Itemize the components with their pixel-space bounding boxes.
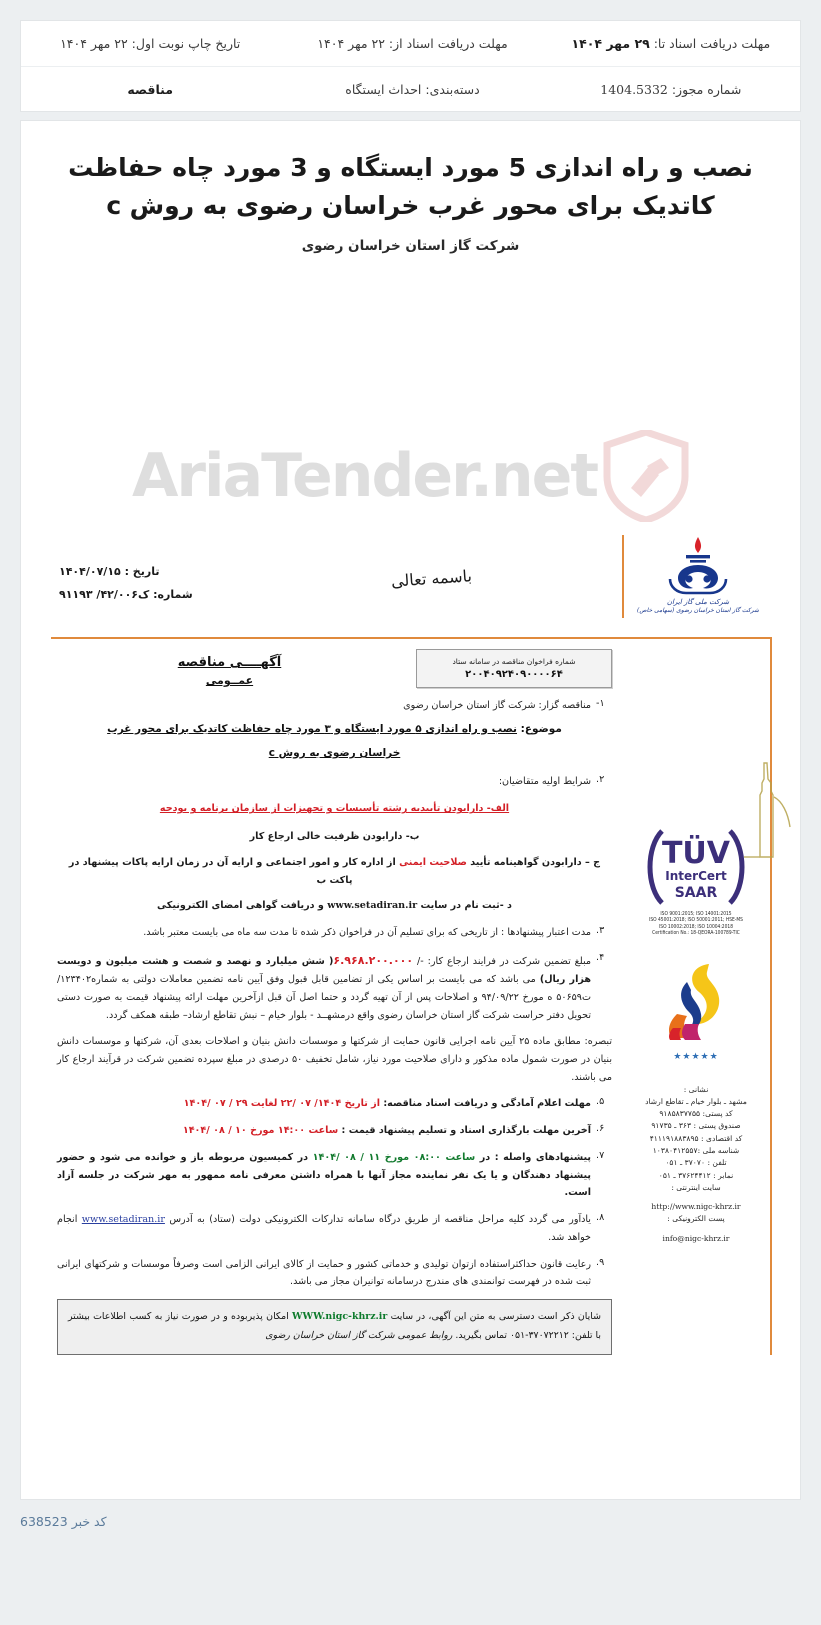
meta-publish-date-value: ۲۲ مهر ۱۴۰۴	[60, 36, 128, 51]
list-item-5-text	[57, 1095, 591, 1113]
list-item-1-number: ۱-	[596, 698, 605, 709]
nigc-flame-logo-icon	[660, 535, 736, 597]
list-item-5	[57, 1095, 612, 1113]
tender-meta-card	[20, 20, 801, 112]
watermark-text: AriaTender.net	[132, 441, 598, 511]
guarantee-pre: مبلغ تضمین شرکت در فرایند ارجاع کار: -/	[413, 955, 591, 967]
list-item-4-text	[57, 951, 591, 1025]
letter-number-label: شماره:	[149, 588, 193, 601]
condition-b: ب- دارابودن ظرفیت خالی ارجاع کار	[249, 831, 420, 843]
list-item-3-text: مدت اعتبار پیشنهادها : از تاریخی که برای تسلیم آن در فراخوان ذکر شده تا مدت سه ماه می بایست معتبر باشد.	[143, 926, 591, 938]
sidebar-column	[622, 639, 772, 1355]
notice-site-link[interactable]: WWW.nigc-khrz.ir	[292, 1311, 388, 1323]
tuv-logo-icon	[642, 825, 750, 909]
list-item-8	[57, 1211, 612, 1246]
title-block	[21, 121, 800, 254]
page-footer	[20, 1500, 801, 1529]
address-web-label: سایت اینترنتی :	[671, 1182, 721, 1192]
address-line-1: مشهد ـ بلوار خیام ـ تقاطع ارشاد	[645, 1096, 747, 1106]
list-item-6	[57, 1122, 612, 1140]
list-item-6-text	[57, 1122, 591, 1140]
list-item-7-text	[57, 1149, 591, 1202]
guarantee-amount: ۶.۹۶۸.۲۰۰.۰۰۰	[333, 953, 414, 967]
subject-line-1: نصب و راه اندازی ۵ مورد ایستگاه و ۳ مورد چاه حفاظت کاتدیک برای محور غرب	[107, 722, 517, 735]
address-email[interactable]: info@nigc-khrz.ir	[662, 1233, 730, 1243]
list-item-8-text	[57, 1211, 591, 1246]
submission-deadline-label: آخرین مهلت بارگذاری اسناد و تسلیم پیشنهاد قیمت :	[338, 1125, 591, 1137]
iso-certification-lines	[622, 912, 770, 938]
address-line-5: شناسه ملی :۱۰۳۸۰۴۱۲۵۵۷	[652, 1145, 740, 1155]
meta-category-label: دسته‌بندی:	[421, 81, 480, 97]
meta-type-badge	[21, 82, 283, 97]
meta-deadline-to	[542, 36, 800, 51]
award-logo-block	[622, 954, 770, 1062]
letter-date-value: ۱۴۰۴/۰۷/۱۵	[59, 565, 121, 578]
meta-permit-label: شماره مجوز:	[667, 81, 742, 97]
tuv-saar-text: SAAR	[674, 885, 718, 901]
setad-pre: یادآور می گردد کلیه مراحل مناقصه از طریق درگاه سامانه تدارکات الکترونیکی دولت (ستاد) به آدرس	[164, 1214, 591, 1226]
condition-a: الف- دارابودن تأییدیه رشته تأسیسات و تجهیزات از سازمان برنامه و بودجه	[159, 803, 510, 815]
condition-d-pre: د -ثبت نام در سایت	[417, 900, 512, 912]
subject-label: موضوع:	[517, 722, 562, 735]
doc-window-label: مهلت اعلام آمادگی و دریافت اسناد مناقصه:	[380, 1098, 591, 1110]
page-subtitle: شرکت گاز استان خراسان رضوی	[301, 238, 520, 254]
meta-row-dates	[21, 21, 800, 66]
meta-permit-value: 1404.5332	[600, 81, 668, 97]
notice-pre: شایان ذکر است دسترسی به متن این آگهی، در سایت	[387, 1311, 601, 1323]
list-item-3-number: ۳.	[596, 924, 605, 936]
condition-d-post: و دریافت گواهی امضای الکترونیکی	[157, 900, 328, 912]
iso-line-2: ISO 45001:2018; ISO 50001:2011; HSE-MS	[649, 917, 743, 924]
basmala-text: باسمه تعالی	[390, 566, 473, 591]
list-item-5-number: ۵.	[596, 1096, 605, 1108]
list-item-9-text: رعایت قانون حداکثراستفاده ازتوان تولیدی و خدماتی کشور و حمایت از کالای ایرانی الزامی است وصرفاً موسسات و شرکتهای ایرانی ثبت شده در فهرست توانمندی های مندرج درسامانه توانیران مجاز می باشد.	[57, 1258, 591, 1288]
submission-deadline-value: ساعت ۱۴:۰۰ مورخ ۱۰ / ۰۸ /۱۴۰۴	[182, 1125, 339, 1137]
list-item-4-number: ۴.	[596, 951, 605, 963]
list-item-4	[57, 951, 612, 1025]
subject-line-2: خراسان رضوی به روش c	[268, 747, 401, 760]
watermark	[21, 421, 800, 531]
announcement-heading-main: آگهــــی مناقصه	[177, 655, 282, 670]
meta-publish-date-label: تاریخ چاپ نوبت اول:	[127, 36, 241, 51]
letter-meta-block	[51, 535, 241, 611]
subject-block	[57, 720, 612, 739]
doc-window-dates: از تاریخ ۱۴۰۴/ ۰۷ /۲۲ لغایت ۲۹ / ۰۷ /۱۴۰۴	[183, 1098, 380, 1110]
opening-label: پیشنهادهای واصله : در	[475, 1151, 592, 1163]
list-item-1	[57, 697, 612, 715]
letter-number-value: ک۴۲/۰۰۶/ ۹۱۱۹۳	[59, 588, 150, 601]
address-title: نشانی :	[683, 1084, 709, 1094]
notice-signature: روابط عمومی شرکت گاز استان خراسان رضوی	[265, 1329, 453, 1341]
guarantee-note: تبصره: مطابق ماده ۲۵ آیین نامه اجرایی قانون حمایت از شرکتها و موسسات دانش بنیان و اصلاحات بعدی آن، شرکتها و موسسات دانش بنیان در صورت شمول ماده مذکور و دارای صلاحیت مورد نیاز، شامل تخفیف ۵۰ درصدی در مبلغ سپرده تضمین شرکت در قرآیند ارجاع کار می باشند.	[57, 1036, 612, 1083]
list-item-9-number: ۹.	[596, 1256, 605, 1268]
award-stars-icon: ★★★★★	[673, 1051, 719, 1062]
opening-datetime: ساعت ۰۸:۰۰ مورخ ۱۱ / ۰۸ /۱۴۰۴	[312, 1151, 476, 1163]
meta-deadline-from-label: مهلت دریافت اسناد از:	[384, 36, 508, 51]
basmala-block	[241, 535, 622, 591]
condition-c-highlight: صلاحیت ایمنی	[399, 856, 467, 868]
meta-category-value: احداث ایستگاه	[345, 81, 422, 97]
subject-block-2	[57, 744, 612, 763]
list-item-8-number: ۸.	[596, 1212, 605, 1224]
call-number-label: شماره فراخوان مناقصه در سامانه ستاد	[452, 657, 576, 666]
footer-notice-box	[57, 1299, 612, 1355]
guarantee-words: ( شش میلیارد و نهصد و شصت و هشت میلیون و دویست هزار ریال)	[57, 955, 591, 986]
nigc-logo-block	[622, 535, 772, 618]
announcement-body	[21, 639, 801, 1355]
condition-c-pre: ج – دارابودن گواهینامه تأیید	[466, 856, 601, 868]
guarantee-post: می باشد که می بایست بر اساس یکی از تضامین قابل قبول وفق آیین نامه تضمین معاملات دولتی به شماره۱۲۳۴۰۲/ت۵۰۶۵۹ ه مورخ ۹۴/۰۹/۲۲ و اصلاحات پس از آن تهیه گردد و حتما اصل آن قبل ازآخرین مهلت ارائه پیشنهاد قیمت به صورت دستی تحویل دفتر حراست شرکت گاز استان خراسان رضوی واقع درمشهــد - بلوار خیام – نبش تقاطع ارشاد– طبقه همکف گردد.	[57, 974, 591, 1021]
condition-d	[57, 897, 612, 915]
list-item-9	[57, 1256, 612, 1291]
address-line-7: نمابر : ۳۷۶۲۴۴۱۲ ـ ۰۵۱	[658, 1170, 734, 1180]
shield-icon	[603, 430, 689, 522]
address-line-3: صندوق پستی : ۳۶۳ ـ ۹۱۷۳۵	[651, 1121, 741, 1131]
award-flame-logo-icon	[657, 954, 735, 1046]
list-item-2-number: ۲.	[596, 773, 605, 785]
list-item-7	[57, 1149, 612, 1202]
iso-line-4: Certification No.: 18-QEORA-100789-TIC	[652, 930, 740, 937]
list-item-2-text: شرایط اولیه متقاضیان:	[498, 775, 591, 787]
meta-deadline-from	[283, 36, 541, 51]
letter-date	[59, 565, 241, 578]
list-item-2	[57, 773, 612, 791]
meta-deadline-to-label: مهلت دریافت اسناد تا:	[649, 36, 771, 51]
meta-permit-number	[542, 82, 800, 97]
meta-deadline-to-value: ۲۹ مهر ۱۴۰۴	[571, 36, 650, 51]
nigc-caption-1: شرکت ملی گاز ایران	[666, 598, 730, 606]
list-item-6-number: ۶.	[596, 1123, 605, 1135]
meta-deadline-from-value: ۲۲ مهر ۱۴۰۴	[317, 36, 385, 51]
meta-category	[283, 82, 541, 97]
notice-mid: امکان پذیربوده و در صورت نیاز به کسب اطلاعات بیشتر با تلفن: ۳۷۰۷۲۲۱۲-۰۵۱ تماس بگیرید.	[68, 1311, 601, 1341]
nigc-caption-2: شرکت گاز استان خراسان رضوی (سهامی خاص)	[637, 607, 759, 614]
call-number-value: ۲۰۰۴۰۹۲۴۰۹۰۰۰۰۶۴	[465, 669, 563, 680]
letter-number	[59, 588, 241, 601]
setad-post: انجام خواهد شد.	[57, 1214, 591, 1243]
list-item-3	[57, 924, 612, 942]
condition-c	[57, 854, 612, 889]
iso-line-3: ISO 10002:2018; ISO 10004:2018	[659, 924, 733, 931]
condition-d-site[interactable]: www.setadiran.ir	[327, 900, 418, 912]
call-number-box	[416, 649, 612, 688]
meta-publish-date	[21, 36, 283, 51]
meta-row-classification	[21, 66, 800, 111]
iso-line-1: ISO 9001:2015; ISO 14001:2015	[660, 911, 732, 918]
tuv-intercert-text: InterCert	[665, 869, 727, 883]
announcement-text-column	[51, 639, 622, 1355]
list-item-1-text: مناقصه گزار: شرکت گاز استان خراسان رضوی	[403, 700, 591, 711]
tuv-brand-text: TÜV	[661, 836, 731, 871]
meta-type-value: مناقصه	[127, 81, 173, 97]
address-line-6: تلفن : ۳۷۰۷۰ ـ ۰۵۱	[665, 1158, 727, 1168]
address-web-url[interactable]: http://www.nigc-khrz.ir	[651, 1202, 741, 1212]
page-title	[61, 149, 760, 224]
page-title-line2: کاتدیک برای محور غرب خراسان رضوی به روش c	[106, 190, 715, 220]
minaret-watermark-icon	[740, 757, 792, 867]
letter-date-label: تاریخ :	[120, 565, 160, 578]
opening-post: در کمیسیون مربوطه باز و خوانده می شود و حضور پیشنهاد دهندگان و یا یک نفر نماینده مجاز آنها با همراه داشتن معرفی نامه ممهور به مهر شرکت در جلسه آزاد است.	[57, 1151, 591, 1199]
setad-link[interactable]: www.setadiran.ir	[81, 1214, 165, 1226]
announcement-title-row	[57, 649, 612, 688]
announcement-header	[21, 529, 801, 637]
address-line-4: کد اقتصادی : ۴۱۱۱۹۱۸۸۳۸۹۵	[649, 1133, 743, 1143]
news-code: کد خبر 638523	[20, 1514, 107, 1529]
announcement-heading-sub: عمــومی	[205, 674, 254, 687]
tender-page	[20, 120, 801, 1500]
page-title-line1: نصب و راه اندازی 5 مورد ایستگاه و 3 مورد چاه حفاظت	[68, 153, 753, 182]
address-block	[622, 1084, 770, 1246]
condition-c-post: از اداره کار و امور اجتماعی و ارایه آن در زمان ارایه پاکات پیشنهاد در پاکت ب	[68, 856, 400, 886]
announcement-heading	[57, 649, 402, 687]
address-line-2: کد پستی: ۹۱۸۵۸۳۷۷۵۵	[659, 1109, 733, 1119]
scanned-announcement	[21, 529, 801, 1459]
list-item-7-number: ۷.	[596, 1149, 605, 1161]
address-email-label: پست الکترونیکی :	[667, 1214, 725, 1224]
